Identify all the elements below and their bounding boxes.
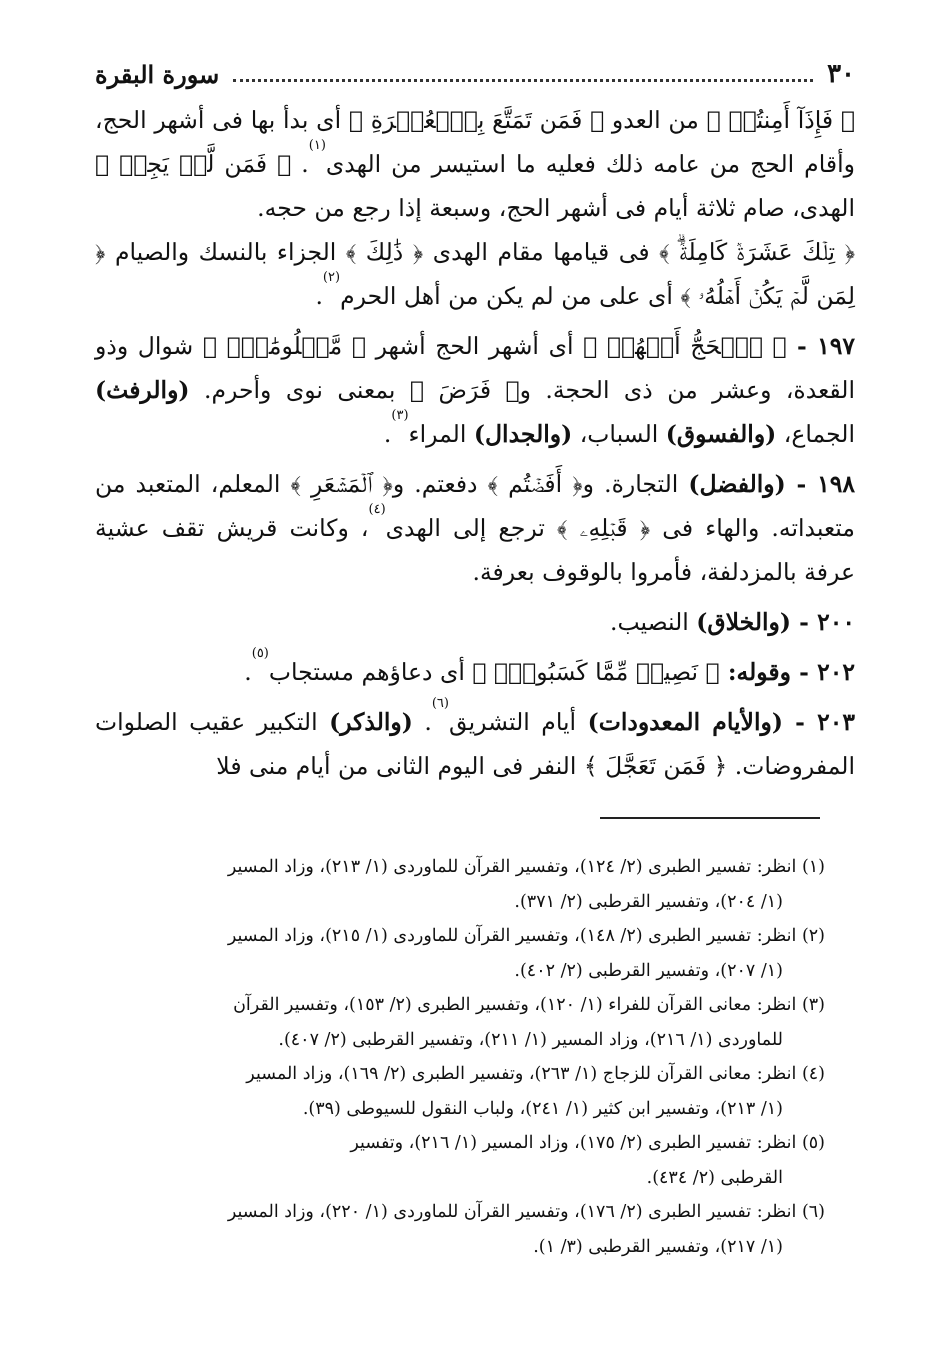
footnotes [95, 850, 825, 1264]
paragraph-198: ١٩٨ - (والفضل) التجارة. و﴿ أَفَضۡتُم ﴾ دفعتم. و﴿ ٱلۡمَشۡعَرِ ﴾ المعلم، المتعبد من متعبداته. والهاء فى ﴿ قَبۡلِهِۦ ﴾ ترجع إلى الهدى$^{(٤)}$، وكانت قريش تقف عشية عرفة بالمزدلفة، فأمروا بالوقوف بعرفة. [95, 470, 855, 586]
paragraph-202: ٢٠٢ - وقوله: ﴿ نَصِيبٞ مِّمَّا كَسَبُواْۚ ﴾ أى دعاؤهم مستجاب$^{(٥)}$. [244, 646, 855, 686]
paragraph-2: ﴿ تِلۡكَ عَشَرَةٞ كَامِلَةٞۗ ﴾ فى قيامها مقام الهدى ﴿ ذَٰلِكَ ﴾ الجزاء بالنسك والصيام ﴿ لِمَن لَّمۡ يَكُنۡ أَهۡلُهُۥ ﴾ أى على من لم يكن من أهل الحرم$^{(٢)}$. [95, 238, 855, 310]
paragraph-200: ٢٠٠ - (والخلاق) النصيب. [610, 608, 855, 636]
paragraph-203: ٢٠٣ - (والأيام المعدودات) أيام التشريق$^{(٦)}$. (والذكر) التكبير عقيب الصلوات المفروضات. ﴿ فَمَن تَعَجَّلَ ﴾ النفر فى اليوم الثانى من أيام منى فلا [95, 696, 855, 780]
footnote-6: (٦) انظر: تفسير الطبرى (٢/ ١٧٦)، وتفسير القرآن للماوردى (١/ ٢٢٠)، وزاد المسير (١/ ٢١٧)، وتفسير القرطبى (٣/ ١). [227, 1202, 825, 1257]
footnote-2: (٢) انظر: تفسير الطبرى (٢/ ١٤٨)، وتفسير القرآن للماوردى (١/ ٢١٥)، وزاد المسير (١/ ٢٠٧)، وتفسير القرطبى (٢/ ٤٠٢). [227, 926, 825, 981]
verse-number: ٢٠٣ - [782, 708, 855, 736]
footnote-ref-4[interactable]: (٤) [368, 502, 386, 517]
paragraph-197: ١٩٧ - ﴿ ٱلۡحَجُّ أَشۡهُرٞ ﴾ أى أشهر الحج أشهر ﴿ مَّعۡلُومَٰتٞۚ ﴾ شوال وذو القعدة، وعشر من ذى الحجة. و﴿ فَرَضَ ﴾ بمعنى نوى وأحرم. (والرفث) الجماع، (والفسوق) السباب، (والجدال) المراء$^{(٣)}$. [95, 332, 855, 448]
footnote-3: (٣) انظر: معانى القرآن للفراء (١/ ١٢٠)، وتفسير الطبرى (٢/ ١٥٣)، وتفسير القرآن للماوردى (١/ ٢١٦)، وزاد المسير (١/ ٢١١)، وتفسير القرطبى (٢/ ٤٠٧). [233, 995, 825, 1050]
verse-number: ١٩٧ - [786, 332, 855, 360]
paragraph-1: ﴿ فَإِذَآ أَمِنتُمۡ ﴾ من العدو ﴿ فَمَن تَمَتَّعَ بِٱلۡعُمۡرَةِ ﴾ أى بدأ بها فى أشهر الحج، وأقام الحج من عامه ذلك فعليه ما استيسر من الهدى$^{(١)}$. ﴿ فَمَن لَّمۡ يَجِدۡ ﴾ الهدى، صام ثلاثة أيام فى أشهر الحج، وسبعة إذا رجع من حجه. [95, 106, 856, 222]
surah-title: سورة البقرة [95, 59, 220, 89]
footnote-ref-6[interactable]: (٦) [431, 696, 449, 711]
main-text [95, 98, 855, 788]
verse-number: ٢٠٢ - [791, 658, 855, 686]
footnote-divider [600, 817, 820, 819]
footnote-5: (٥) انظر: تفسير الطبرى (٢/ ١٧٥)، وزاد المسير (١/ ٢١٦)، وتفسير القرطبى (٢/ ٤٣٤). [350, 1133, 825, 1188]
footnote-1: (١) انظر: تفسير الطبرى (٢/ ١٢٤)، وتفسير القرآن للماوردى (١/ ٢١٣)، وزاد المسير (١/ ٢٠٤)، وتفسير القرطبى (٢/ ٣٧١). [227, 857, 825, 912]
footnote-ref-3[interactable]: (٣) [391, 408, 409, 423]
footnote-4: (٤) انظر: معانى القرآن للزجاج (١/ ٢٦٣)، وتفسير الطبرى (٢/ ١٦٩)، وزاد المسير (١/ ٢١٣)، وتفسير ابن كثير (١/ ٢٤١)، ولباب النقول للسيوطى (٣٩). [246, 1064, 825, 1119]
page-number: ٣٠ [827, 59, 855, 89]
footnote-ref-1[interactable]: (١) [308, 138, 326, 153]
footnote-ref-2[interactable]: (٢) [322, 270, 341, 285]
footnote-ref-5[interactable]: (٥) [251, 646, 269, 661]
page-header [95, 56, 855, 92]
verse-number: ٢٠٠ - [791, 608, 855, 636]
verse-number: ١٩٨ - [785, 470, 855, 498]
header-dotted-leader [233, 79, 813, 82]
